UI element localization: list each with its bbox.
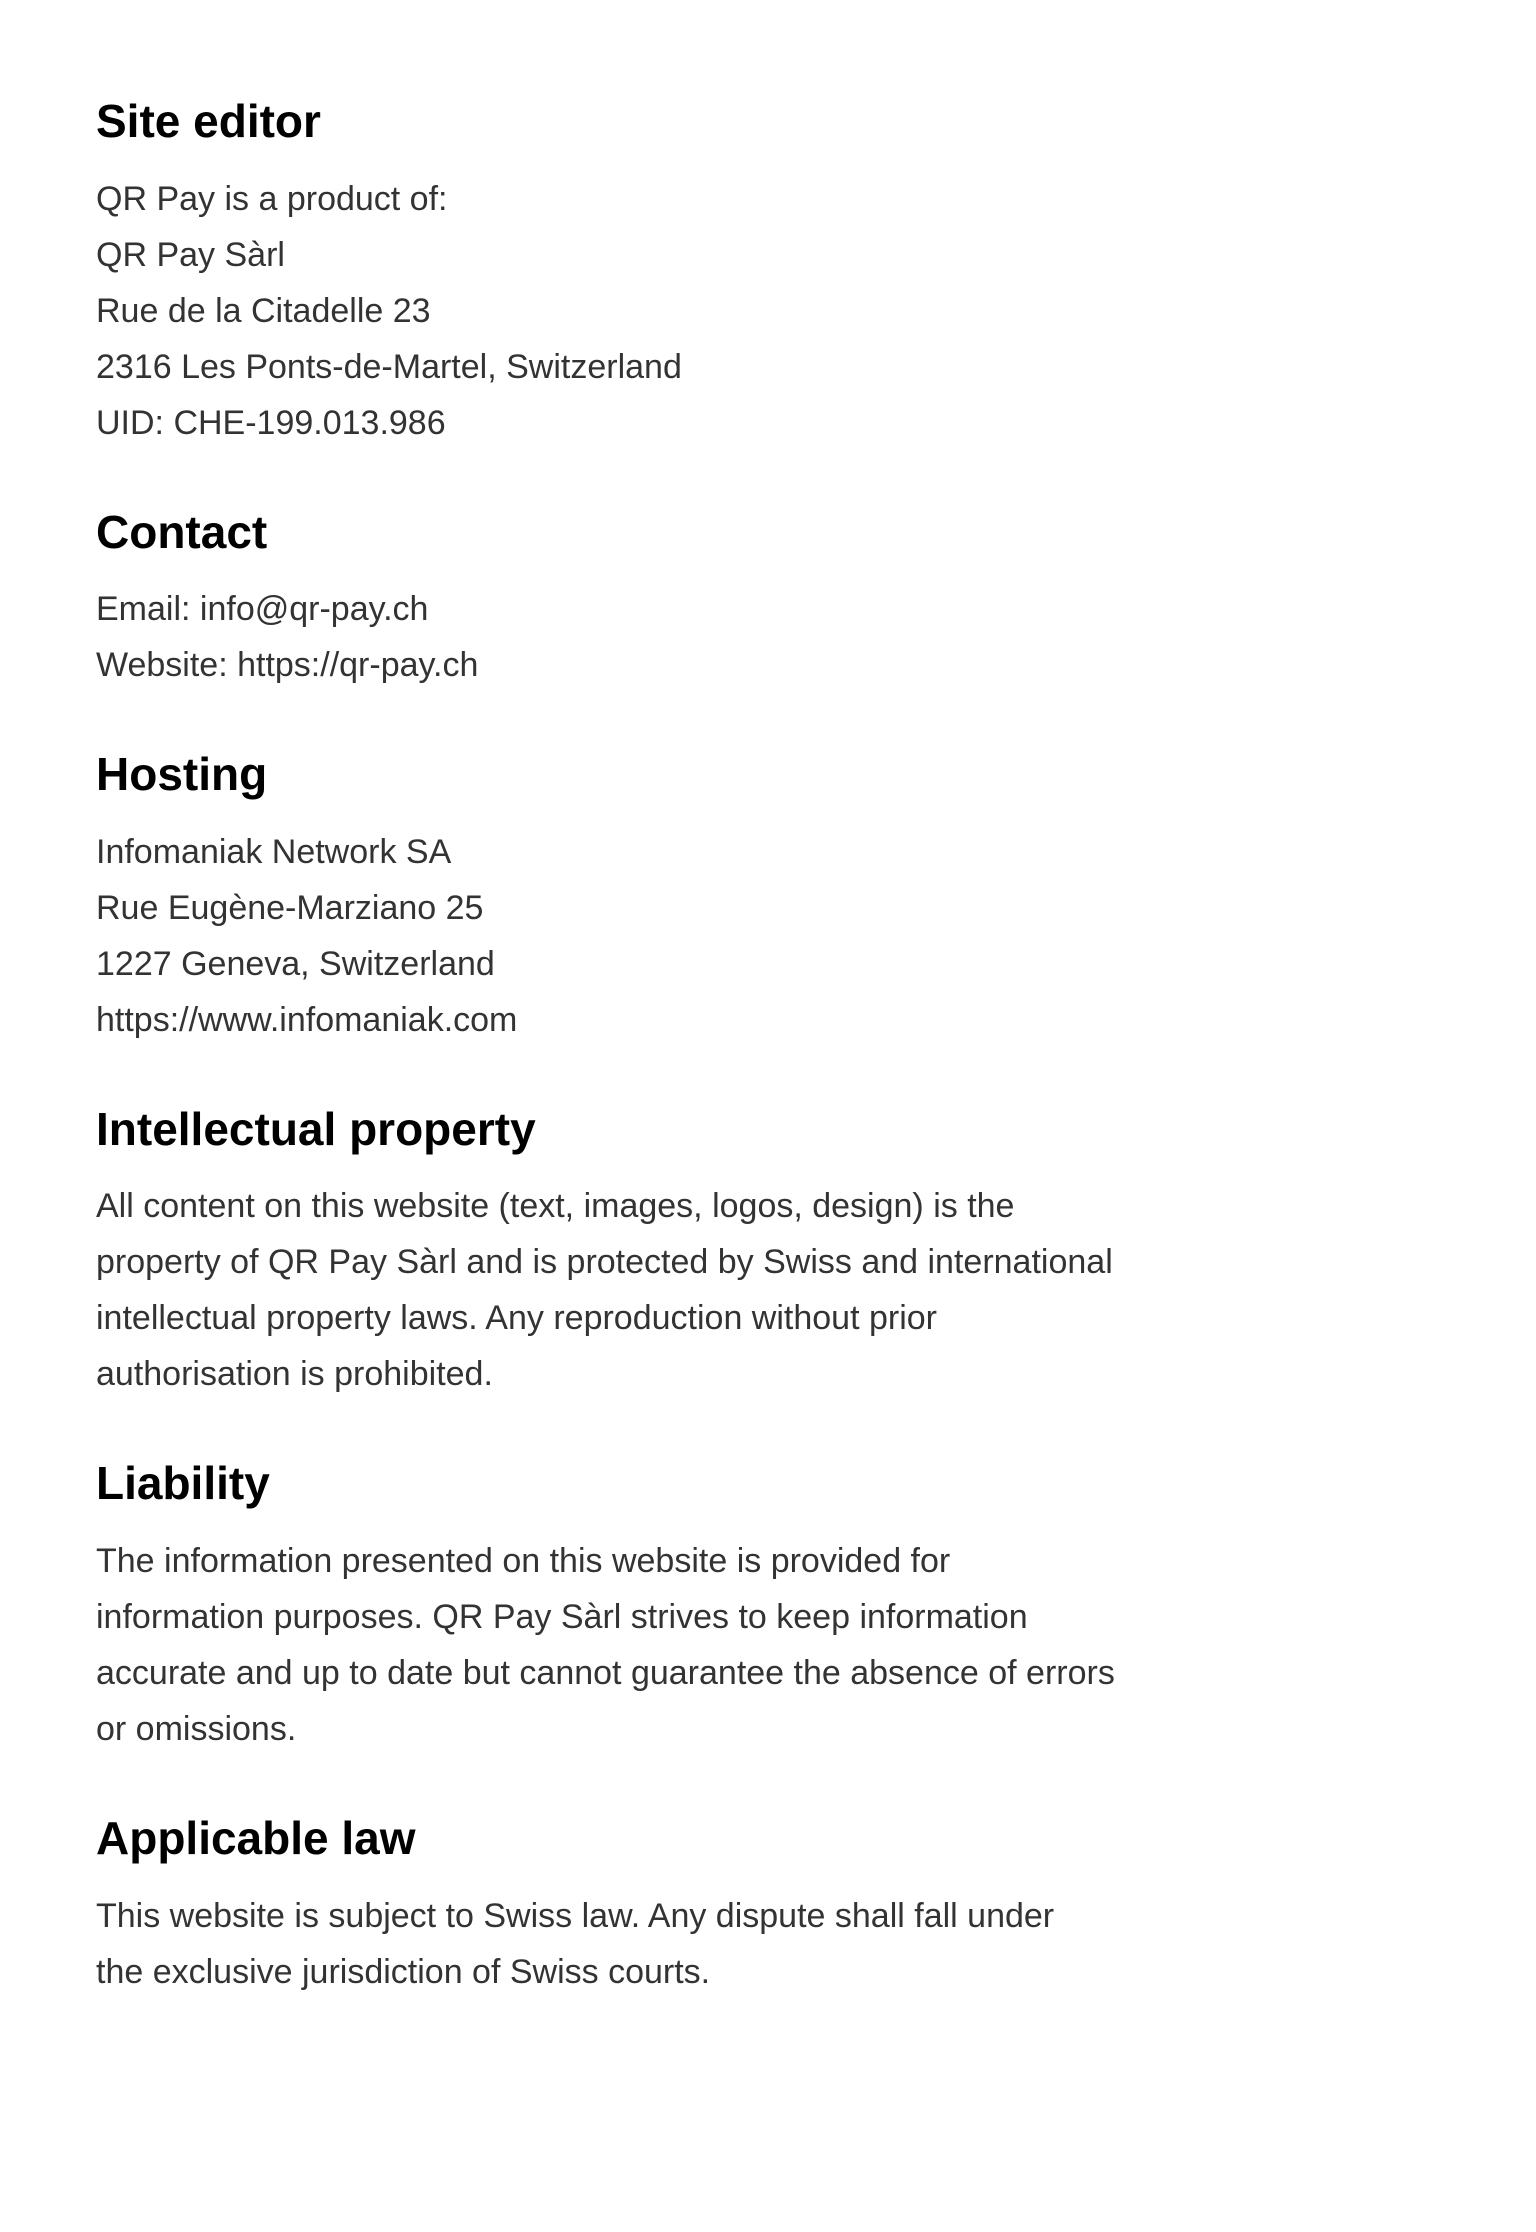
paragraph-line: All content on this website (text, images, logos, design) is the <box>96 1187 1015 1226</box>
paragraph-line: accurate and up to date but cannot guarantee the absence of errors <box>96 1653 1115 1692</box>
applicable-law-section <box>96 1813 1186 2000</box>
host-name: Infomaniak Network SA <box>96 832 452 871</box>
site-editor-heading: Site editor <box>96 95 321 147</box>
applicable-law-heading: Applicable law <box>96 1811 416 1864</box>
host-city: 1227 Geneva, Switzerland <box>96 944 495 983</box>
contact-website[interactable]: Website: https://qr-pay.ch <box>96 646 479 685</box>
contact-heading: Contact <box>96 505 268 558</box>
intellectual-property-heading: Intellectual property <box>96 1102 536 1155</box>
contact-email[interactable]: Email: info@qr-pay.ch <box>96 590 429 629</box>
company-uid: UID: CHE-199.013.986 <box>96 403 446 442</box>
company-street: Rue de la Citadelle 23 <box>96 291 431 330</box>
paragraph-line: information purposes. QR Pay Sàrl strives to keep information <box>96 1597 1028 1636</box>
hosting-section <box>96 749 1186 1048</box>
paragraph-line: the exclusive jurisdiction of Swiss courts. <box>96 1952 711 1991</box>
paragraph-line: or omissions. <box>96 1709 297 1748</box>
intellectual-property-section <box>96 1104 1186 1403</box>
intellectual-property-paragraph <box>96 1178 1186 1402</box>
hosting-heading: Hosting <box>96 748 268 801</box>
paragraph-line: The information presented on this website is provided for <box>96 1541 951 1580</box>
host-street: Rue Eugène-Marziano 25 <box>96 888 484 927</box>
site-editor-section <box>96 96 1186 451</box>
liability-heading: Liability <box>96 1457 270 1510</box>
paragraph-line: This website is subject to Swiss law. Any dispute shall fall under <box>96 1896 1055 1935</box>
liability-section <box>96 1458 1186 1757</box>
applicable-law-paragraph <box>96 1888 1186 2000</box>
company-name: QR Pay Sàrl <box>96 235 285 274</box>
paragraph-line: property of QR Pay Sàrl and is protected by Swiss and international <box>96 1243 1113 1282</box>
liability-paragraph <box>96 1533 1186 1757</box>
paragraph-line: authorisation is prohibited. <box>96 1355 493 1394</box>
site-editor-intro: QR Pay is a product of: <box>96 179 448 218</box>
contact-section <box>96 507 1186 694</box>
company-city: 2316 Les Ponts-de-Martel, Switzerland <box>96 347 682 386</box>
host-website[interactable]: https://www.infomaniak.com <box>96 1000 518 1039</box>
paragraph-line: intellectual property laws. Any reproduction without prior <box>96 1299 937 1338</box>
